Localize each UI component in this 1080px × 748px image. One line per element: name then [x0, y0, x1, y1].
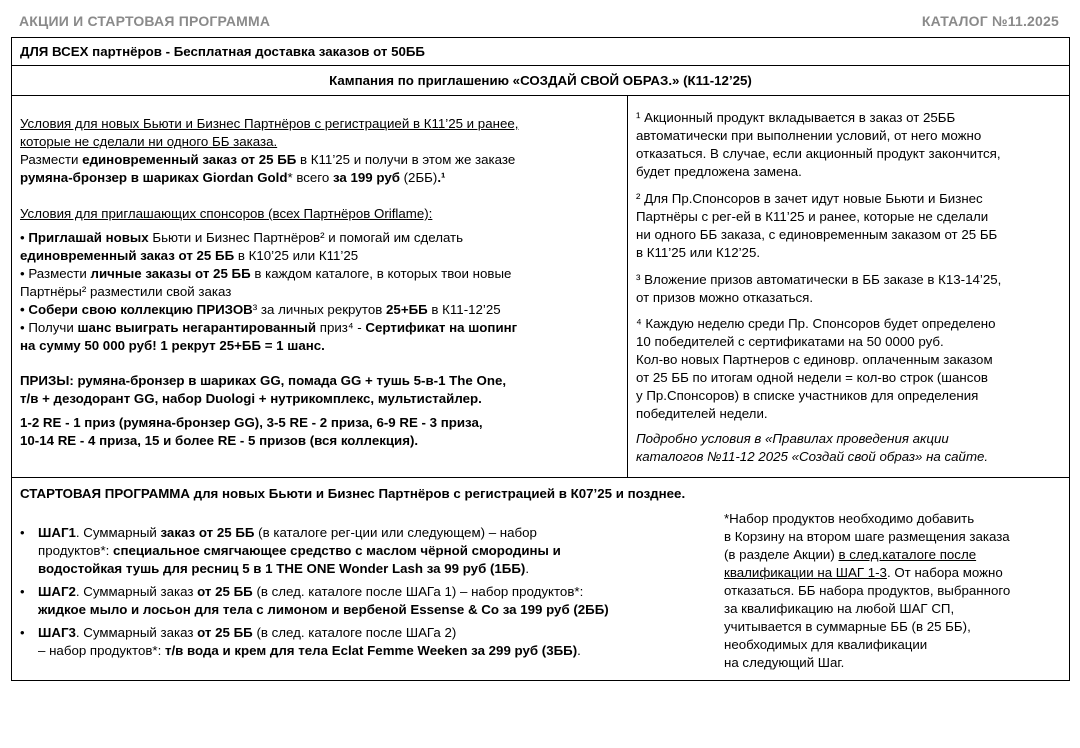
campaign-title-row	[12, 66, 1069, 96]
new-partners-conditions-title-cont: которые не сделали ни одного ББ заказа.	[20, 134, 278, 149]
footnote-1-line-2: автоматически при выполнении условий, от него можно	[636, 128, 982, 143]
step3-text-cont: – набор продуктов*: т/в вода и крем для тела Eclat Femme Weeken за 299 руб (3ББ).	[38, 643, 581, 658]
catalog-number: КАТАЛОГ №11.2025	[921, 13, 1059, 29]
new-partner-gift-text: румяна-бронзер в шариках Giordan Gold* всего за 199 руб (2ББ).¹	[20, 170, 446, 185]
set-note-line-3: (в разделе Акции) в след.каталоге после	[724, 547, 977, 562]
footnote-4-line-5: у Пр.Спонсоров) в списке участников для определения	[636, 388, 979, 403]
step3-bullet: •	[20, 625, 25, 640]
collect-prizes-bullet: • Собери свою коллекцию ПРИЗОВ³ за личных рекрутов 25+ББ в К11-12’25	[20, 302, 501, 317]
starter-program-title: СТАРТОВАЯ ПРОГРАММА для новых Бьюти и Бизнес Партнёров с регистрацией в К07’25 и позднее.	[20, 486, 686, 501]
footnote-4: ⁴ Каждую неделю среди Пр. Спонсоров будет определено	[636, 316, 996, 331]
footnote-2-line-4: в К11’25 или К12’25.	[636, 245, 761, 260]
invite-bullet: • Приглашай новых Бьюти и Бизнес Партнёров² и помогай им сделать	[20, 230, 464, 245]
starter-program-row	[12, 478, 1069, 680]
footnote-4-line-2: 10 победителей с сертификатами на 50 0000 руб.	[636, 334, 944, 349]
set-note-line-8: необходимых для квалификации	[724, 637, 928, 652]
win-chance-bullet: • Получи шанс выиграть негарантированный приз⁴ - Сертификат на шопинг	[20, 320, 518, 335]
set-note-line-7: учитывается в суммарные ББ (в 25 ББ),	[724, 619, 971, 634]
footnote-1-line-3: отказаться. В случае, если акционный продукт закончится,	[636, 146, 1001, 161]
new-partner-order-text: Размести единовременный заказ от 25 ББ в К11’25 и получи в этом же заказе	[20, 152, 516, 167]
step2-bullet: •	[20, 584, 25, 599]
personal-orders-bullet-cont: Партнёры² разместили свой заказ	[20, 284, 232, 299]
footnote-2-line-3: ни одного ББ заказа, с единовременным заказом от 25 ББ	[636, 227, 998, 242]
invite-bullet-cont: единовременный заказ от 25 ББ в К10’25 или К11’25	[20, 248, 359, 263]
step1-text-cont-2: водостойкая тушь для ресниц 5 в 1 THE ONE Wonder Lash за 99 руб (1ББ).	[38, 561, 530, 576]
footnote-4-line-4: от 25 ББ по итогам одной недели = кол-во строк (шансов	[636, 370, 988, 385]
step2-text-cont: жидкое мыло и лосьон для тела с лимоном и вербеной Essense & Co за 199 руб (2ББ)	[38, 602, 609, 617]
re-prize-scale-cont: 10-14 RE - 4 приза, 15 и более RE - 5 призов (вся коллекция).	[20, 433, 419, 448]
step1-bullet: •	[20, 525, 25, 540]
campaign-title: Кампания по приглашению «СОЗДАЙ СВОЙ ОБРАЗ.» (К11-12’25)	[329, 73, 752, 88]
campaign-details-row	[12, 96, 1069, 478]
free-delivery-row	[12, 38, 1069, 66]
footnote-1-line-4: будет предложена замена.	[636, 164, 802, 179]
personal-orders-bullet: • Размести личные заказы от 25 ББ в каждом каталоге, в которых твои новые	[20, 266, 512, 281]
sponsor-conditions-title: Условия для приглашающих спонсоров (всех Партнёров Oriflame):	[20, 206, 433, 221]
step2-text: ШАГ2. Суммарный заказ от 25 ББ (в след. каталоге после ШАГа 1) – набор продуктов*:	[38, 584, 584, 599]
footnote-3: ³ Вложение призов автоматически в ББ заказе в К13-14’25,	[636, 272, 1002, 287]
rules-reference-cont: каталогов №11-12 2025 «Создай свой образ» на сайте.	[636, 449, 989, 464]
step3-text: ШАГ3. Суммарный заказ от 25 ББ (в след. каталоге после ШАГа 2)	[38, 625, 457, 640]
footnote-3-line-2: от призов можно отказаться.	[636, 290, 814, 305]
set-note-line-9: на следующий Шаг.	[724, 655, 845, 670]
footnote-1: ¹ Акционный продукт вкладывается в заказ от 25ББ	[636, 110, 956, 125]
footnote-2: ² Для Пр.Спонсоров в зачет идут новые Бьюти и Бизнес	[636, 191, 983, 206]
new-partners-conditions-title: Условия для новых Бьюти и Бизнес Партнёров с регистрацией в К11’25 и ранее,	[20, 116, 519, 131]
set-note-line-5: отказаться. ББ набора продуктов, выбранного	[724, 583, 1011, 598]
page-header-title: АКЦИИ И СТАРТОВАЯ ПРОГРАММА	[19, 13, 271, 29]
prizes-list-cont: т/в + дезодорант GG, набор Duologi + нутрикомплекс, мультистайлер.	[20, 391, 482, 406]
set-note: *Набор продуктов необходимо добавить	[724, 511, 975, 526]
step1-text-cont: продуктов*: специальное смягчающее средство с маслом чёрной смородины и	[38, 543, 561, 558]
set-note-line-4: квалификации на ШАГ 1-3. От набора можно	[724, 565, 1003, 580]
set-note-line-6: за квалификацию на любой ШАГ СП,	[724, 601, 955, 616]
footnote-2-line-2: Партнёры с рег-ей в К11’25 и ранее, которые не сделали	[636, 209, 989, 224]
prizes-list: ПРИЗЫ: румяна-бронзер в шариках GG, помада GG + тушь 5-в-1 The One,	[20, 373, 507, 388]
column-divider	[627, 96, 628, 477]
free-delivery-text: ДЛЯ ВСЕХ партнёров - Бесплатная доставка заказов от 50ББ	[20, 44, 425, 59]
set-note-line-2: в Корзину на втором шаге размещения заказа	[724, 529, 1010, 544]
footnote-4-line-6: победителей недели.	[636, 406, 768, 421]
promo-table	[11, 37, 1070, 681]
footnote-4-line-3: Кол-во новых Партнеров с единовр. оплаченным заказом	[636, 352, 993, 367]
rules-reference: Подробно условия в «Правилах проведения акции	[636, 431, 949, 446]
step1-text: ШАГ1. Суммарный заказ от 25 ББ (в каталоге рег-ции или следующем) – набор	[38, 525, 537, 540]
win-chance-bullet-cont: на сумму 50 000 руб! 1 рекрут 25+ББ = 1 шанс.	[20, 338, 325, 353]
re-prize-scale: 1-2 RE - 1 приз (румяна-бронзер GG), 3-5 RE - 2 приза, 6-9 RE - 3 приза,	[20, 415, 483, 430]
